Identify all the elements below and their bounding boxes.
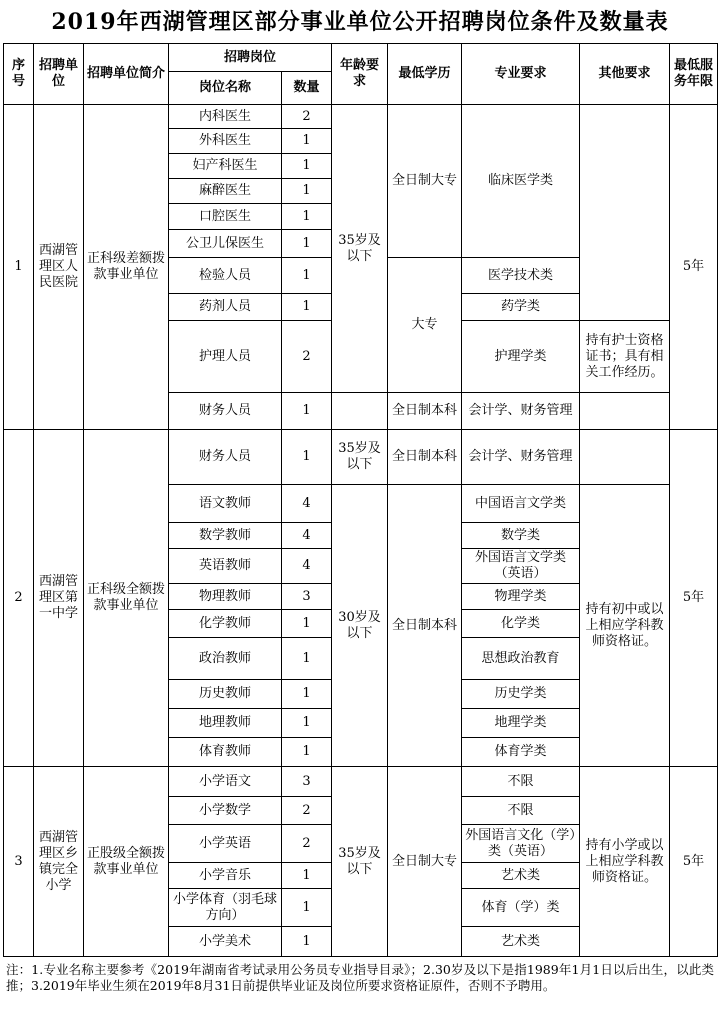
header-intro: 招聘单位简介 xyxy=(84,44,169,105)
age-cell: 35岁及以下 xyxy=(332,430,388,485)
post-name: 外科医生 xyxy=(169,129,282,154)
unit-cell: 西湖管理区第一中学 xyxy=(34,430,84,767)
major-cell: 临床医学类 xyxy=(462,105,580,258)
major-cell: 药学类 xyxy=(462,294,580,321)
age-cell: 35岁及以下 xyxy=(332,105,388,393)
major-cell: 会计学、财务管理 xyxy=(462,393,580,430)
other-cell xyxy=(580,105,670,321)
footnote: 注：1.专业名称主要参考《2019年湖南省考试录用公务员专业指导目录》；2.30岁及以下是指1989年1月1日以后出生，以此类推；3.2019年毕业生须在2019年8月31日前提供毕业证及岗位所要求资格证原件，否则不予聘用。 xyxy=(6,962,714,993)
other-cell xyxy=(580,393,670,430)
post-count: 4 xyxy=(282,485,332,523)
header-service: 最低服务年限 xyxy=(670,44,718,105)
post-count: 1 xyxy=(282,294,332,321)
post-name: 小学英语 xyxy=(169,825,282,863)
age-cell: 35岁及以下 xyxy=(332,767,388,957)
post-name: 检验人员 xyxy=(169,258,282,294)
header-seq: 序号 xyxy=(4,44,34,105)
service-cell: 5年 xyxy=(670,105,718,430)
post-count: 1 xyxy=(282,863,332,889)
post-name: 语文教师 xyxy=(169,485,282,523)
edu-cell: 全日制本科 xyxy=(388,485,462,767)
post-name: 妇产科医生 xyxy=(169,154,282,179)
post-count: 4 xyxy=(282,523,332,549)
post-count: 1 xyxy=(282,889,332,927)
post-name: 小学体育（羽毛球方向） xyxy=(169,889,282,927)
post-name: 麻醉医生 xyxy=(169,179,282,204)
other-cell: 持有护士资格证书；具有相关工作经历。 xyxy=(580,321,670,393)
post-count: 1 xyxy=(282,430,332,485)
major-cell: 思想政治教育 xyxy=(462,638,580,680)
post-name: 政治教师 xyxy=(169,638,282,680)
major-cell: 艺术类 xyxy=(462,927,580,957)
page-title: 2019年西湖管理区部分事业单位公开招聘岗位条件及数量表 xyxy=(51,9,669,35)
post-count: 2 xyxy=(282,825,332,863)
post-name: 内科医生 xyxy=(169,105,282,129)
other-cell: 持有小学或以上相应学科教师资格证。 xyxy=(580,767,670,957)
age-cell: 30岁及以下 xyxy=(332,485,388,767)
post-count: 1 xyxy=(282,204,332,230)
intro-cell: 正股级全额拨款事业单位 xyxy=(84,767,169,957)
table-row xyxy=(4,105,718,129)
header-unit: 招聘单位 xyxy=(34,44,84,105)
post-count: 1 xyxy=(282,154,332,179)
unit-cell: 西湖管理区乡镇完全小学 xyxy=(34,767,84,957)
post-count: 1 xyxy=(282,129,332,154)
post-name: 口腔医生 xyxy=(169,204,282,230)
table-row xyxy=(4,767,718,797)
other-cell: 持有初中或以上相应学科教师资格证。 xyxy=(580,485,670,767)
age-cell-blank xyxy=(332,393,388,430)
post-count: 1 xyxy=(282,680,332,709)
post-count: 3 xyxy=(282,584,332,610)
post-count: 1 xyxy=(282,610,332,638)
major-cell: 外国语言文化（学）类（英语） xyxy=(462,825,580,863)
post-name: 小学美术 xyxy=(169,927,282,957)
major-cell: 医学技术类 xyxy=(462,258,580,294)
edu-cell: 全日制大专 xyxy=(388,105,462,258)
post-count: 1 xyxy=(282,638,332,680)
service-cell: 5年 xyxy=(670,430,718,767)
header-count: 数量 xyxy=(282,72,332,105)
post-count: 1 xyxy=(282,393,332,430)
major-cell: 会计学、财务管理 xyxy=(462,430,580,485)
post-name: 化学教师 xyxy=(169,610,282,638)
edu-cell: 大专 xyxy=(388,258,462,393)
post-count: 3 xyxy=(282,767,332,797)
post-name: 公卫儿保医生 xyxy=(169,230,282,258)
post-name: 英语教师 xyxy=(169,549,282,584)
major-cell: 数学类 xyxy=(462,523,580,549)
post-name: 护理人员 xyxy=(169,321,282,393)
post-name: 药剂人员 xyxy=(169,294,282,321)
post-name: 小学数学 xyxy=(169,797,282,825)
major-cell: 地理学类 xyxy=(462,709,580,738)
post-count: 2 xyxy=(282,321,332,393)
post-name: 财务人员 xyxy=(169,393,282,430)
post-name: 体育教师 xyxy=(169,738,282,767)
major-cell: 体育学类 xyxy=(462,738,580,767)
major-cell: 外国语言文学类（英语） xyxy=(462,549,580,584)
post-count: 2 xyxy=(282,797,332,825)
post-name: 数学教师 xyxy=(169,523,282,549)
edu-cell: 全日制本科 xyxy=(388,393,462,430)
table-row xyxy=(4,430,718,485)
major-cell: 体育（学）类 xyxy=(462,889,580,927)
major-cell: 艺术类 xyxy=(462,863,580,889)
header-major: 专业要求 xyxy=(462,44,580,105)
post-name: 财务人员 xyxy=(169,430,282,485)
intro-cell: 正科级差额拨款事业单位 xyxy=(84,105,169,430)
post-count: 1 xyxy=(282,258,332,294)
header-post-group: 招聘岗位 xyxy=(169,44,332,72)
seq-cell: 3 xyxy=(4,767,34,957)
post-count: 1 xyxy=(282,709,332,738)
major-cell: 中国语言文学类 xyxy=(462,485,580,523)
header-edu: 最低学历 xyxy=(388,44,462,105)
header-post-name: 岗位名称 xyxy=(169,72,282,105)
post-name: 小学语文 xyxy=(169,767,282,797)
post-name: 物理教师 xyxy=(169,584,282,610)
major-cell: 不限 xyxy=(462,767,580,797)
other-cell xyxy=(580,430,670,485)
unit-cell: 西湖管理区人民医院 xyxy=(34,105,84,430)
edu-cell: 全日制大专 xyxy=(388,767,462,957)
post-count: 1 xyxy=(282,927,332,957)
header-other: 其他要求 xyxy=(580,44,670,105)
major-cell: 物理学类 xyxy=(462,584,580,610)
post-count: 4 xyxy=(282,549,332,584)
major-cell: 不限 xyxy=(462,797,580,825)
post-count: 2 xyxy=(282,105,332,129)
major-cell: 护理学类 xyxy=(462,321,580,393)
edu-cell: 全日制本科 xyxy=(388,430,462,485)
post-count: 1 xyxy=(282,738,332,767)
post-name: 地理教师 xyxy=(169,709,282,738)
major-cell: 历史学类 xyxy=(462,680,580,709)
service-cell: 5年 xyxy=(670,767,718,957)
major-cell: 化学类 xyxy=(462,610,580,638)
post-count: 1 xyxy=(282,230,332,258)
recruitment-table xyxy=(3,43,718,957)
seq-cell: 1 xyxy=(4,105,34,430)
seq-cell: 2 xyxy=(4,430,34,767)
post-name: 小学音乐 xyxy=(169,863,282,889)
post-count: 1 xyxy=(282,179,332,204)
intro-cell: 正科级全额拨款事业单位 xyxy=(84,430,169,767)
header-age: 年龄要求 xyxy=(332,44,388,105)
post-name: 历史教师 xyxy=(169,680,282,709)
